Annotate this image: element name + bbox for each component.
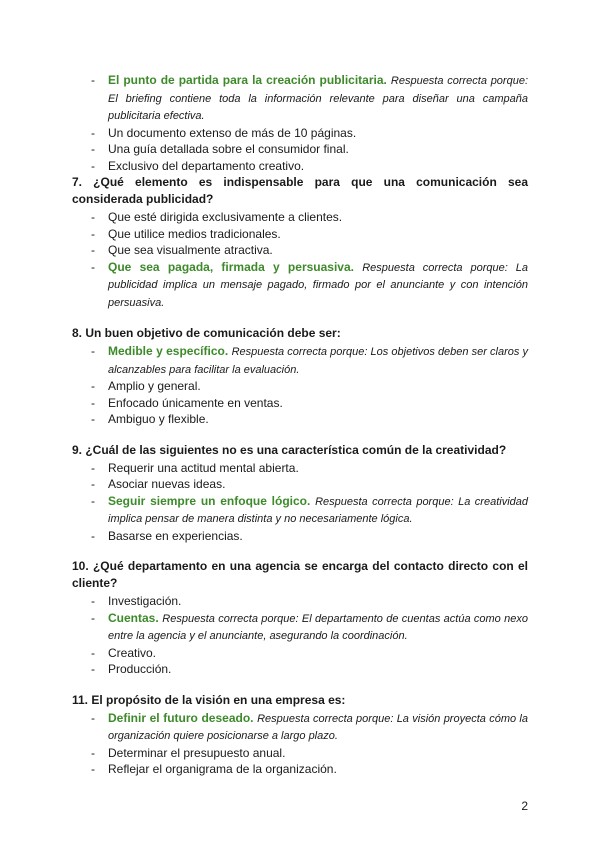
option-item: - Exclusivo del departamento creativo. — [108, 158, 528, 175]
option-item: - Determinar el presupuesto anual. — [108, 745, 528, 762]
question-10 — [72, 558, 528, 678]
correct-answer: Cuentas. — [108, 610, 159, 625]
option-item: - Que esté dirigida exclusivamente a clientes. — [108, 209, 528, 226]
option-item — [108, 259, 528, 312]
option-item: - Una guía detallada sobre el consumidor final. — [108, 141, 528, 158]
option-item — [108, 493, 528, 528]
previous-question-options — [72, 72, 528, 174]
question-title: 9. ¿Cuál de las siguientes no es una característica común de la creatividad? — [72, 442, 507, 457]
option-item: - Un documento extenso de más de 10 páginas. — [108, 125, 528, 142]
question-7 — [72, 174, 528, 311]
option-item: - Reflejar el organigrama de la organización. — [108, 761, 528, 778]
document-page — [72, 72, 528, 792]
question-options — [72, 710, 528, 778]
question-options — [72, 460, 528, 545]
question-11 — [72, 692, 528, 778]
question-9 — [72, 442, 528, 545]
question-title: 11. El propósito de la visión en una empresa es: — [72, 692, 346, 707]
option-item: - Requerir una actitud mental abierta. — [108, 460, 528, 477]
question-title: 7. ¿Qué elemento es indispensable para que una comunicación sea considerada publicidad? — [72, 175, 528, 206]
option-item — [108, 610, 528, 645]
correct-answer: Medible y específico. — [108, 344, 229, 358]
answer-explanation: Respuesta correcta porque: El departamento de cuentas actúa como nexo entre la agencia y el anunciante, asegurando la coordinación. — [108, 612, 528, 642]
option-item: - Producción. — [108, 661, 528, 678]
option-item — [108, 343, 528, 378]
correct-answer: Que sea pagada, firmada y persuasiva. — [108, 259, 354, 274]
option-item: - Investigación. — [108, 593, 528, 610]
correct-answer: El punto de partida para la creación publicitaria. — [108, 73, 387, 87]
answer-explanation: Respuesta correcta porque: La publicidad implica un mensaje pagado, firmado por el anunciante y con intención persuasiva. — [108, 261, 528, 309]
option-item: - Que utilice medios tradicionales. — [108, 226, 528, 243]
page-number: 2 — [521, 799, 528, 813]
option-item — [108, 710, 528, 745]
answer-explanation: Respuesta correcta porque: La visión proyecta cómo la organización quiere posicionarse a largo plazo. — [108, 712, 528, 742]
answer-explanation: Respuesta correcta porque: La creatividad implica pensar de manera distinta y no necesariamente lógica. — [108, 495, 528, 525]
option-item: - Asociar nuevas ideas. — [108, 476, 528, 493]
question-options — [72, 343, 528, 428]
option-item: - Ambiguo y flexible. — [108, 411, 528, 428]
question-options — [72, 209, 528, 311]
option-item: - Que sea visualmente atractiva. — [108, 242, 528, 259]
option-item: - Enfocado únicamente en ventas. — [108, 395, 528, 412]
answer-explanation: Respuesta correcta porque: El briefing contiene toda la información relevante para diseñar una campaña publicitaria efectiva. — [108, 75, 528, 122]
question-options — [72, 593, 528, 678]
correct-answer: Definir el futuro deseado. — [108, 710, 254, 725]
answer-explanation: Respuesta correcta porque: Los objetivos deben ser claros y alcanzables para facilitar la evaluación. — [108, 346, 528, 376]
question-title: 8. Un buen objetivo de comunicación debe ser: — [72, 326, 341, 340]
option-item: - Creativo. — [108, 645, 528, 662]
correct-answer: Seguir siempre un enfoque lógico. — [108, 493, 311, 508]
option-item — [108, 72, 528, 125]
question-title: 10. ¿Qué departamento en una agencia se encarga del contacto directo con el cliente? — [72, 559, 528, 590]
option-item: - Basarse en experiencias. — [108, 528, 528, 545]
option-item: - Amplio y general. — [108, 378, 528, 395]
question-8 — [72, 325, 528, 428]
